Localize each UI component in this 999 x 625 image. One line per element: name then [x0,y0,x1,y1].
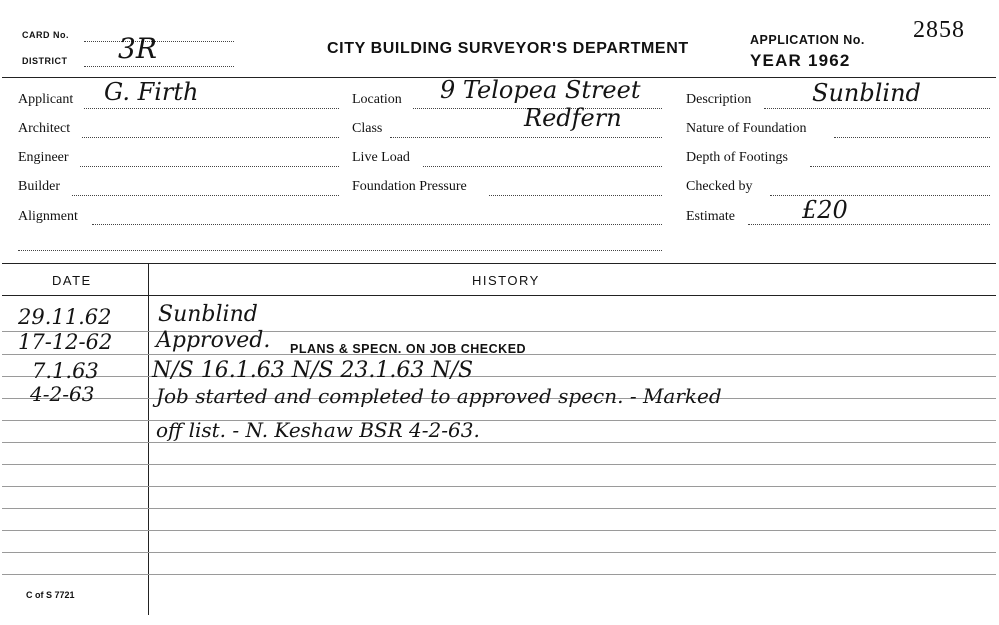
history-date: 7.1.63 [32,359,99,383]
description-value: Sunblind [812,79,921,107]
ruled-line [2,486,996,487]
ruled-line [2,508,996,509]
year-label: YEAR 1962 [750,51,851,70]
class-label: Class [352,121,383,136]
foundation-pressure-label: Foundation Pressure [352,179,467,194]
date-column-divider [148,263,149,615]
location-value-line2: Redfern [524,104,622,132]
date-column-header: DATE [52,273,92,288]
card-no-label: CARD No. [22,30,69,40]
applicant-value: G. Firth [104,78,199,106]
live-load-label: Live Load [352,150,410,165]
description-label: Description [686,92,752,107]
table-top-border [2,263,996,264]
depth-of-footings-line [810,166,990,167]
nature-of-foundation-line [834,137,990,138]
ruled-line [2,530,996,531]
history-date: 17-12-62 [18,330,113,354]
checked-by-label: Checked by [686,179,753,194]
location-value: 9 Telopea Street [440,76,641,104]
history-text: Sunblind [158,302,258,327]
ruled-line [2,331,996,332]
architect-line [82,137,339,138]
builder-line [72,195,339,196]
applicant-label: Applicant [18,92,74,107]
district-line [84,66,234,67]
district-value: 3R [118,32,157,65]
architect-label: Architect [18,121,71,136]
live-load-line [423,166,662,167]
history-date: 4-2-63 [30,382,95,406]
application-no-label: APPLICATION No. [750,33,865,47]
form-code: C of S 7721 [26,590,75,600]
department-title: CITY BUILDING SURVEYOR'S DEPARTMENT [327,40,689,57]
ruled-line [2,420,996,421]
history-text: Job started and completed to approved specn. - Marked [156,384,722,408]
card-no-line [84,41,234,42]
application-number: 2858 [913,17,965,43]
history-date: 29.11.62 [18,305,112,329]
nature-of-foundation-label: Nature of Foundation [686,121,807,136]
ruled-line [2,464,996,465]
history-typed-note: PLANS & SPECN. ON JOB CHECKED [290,342,527,356]
extra-line [18,250,662,251]
location-label: Location [352,92,402,107]
alignment-label: Alignment [18,209,78,224]
history-column-header: HISTORY [472,273,540,288]
table-header-divider [2,295,996,296]
engineer-line [80,166,339,167]
depth-of-footings-label: Depth of Footings [686,150,788,165]
estimate-line [748,224,990,225]
description-line [764,108,990,109]
class-line [390,137,662,138]
builder-label: Builder [18,179,60,194]
ruled-line [2,552,996,553]
estimate-label: Estimate [686,209,735,224]
history-text: N/S 16.1.63 N/S 23.1.63 N/S [152,358,474,383]
ruled-line [2,442,996,443]
foundation-pressure-line [489,195,662,196]
estimate-value: £20 [802,196,848,224]
alignment-line [92,224,662,225]
engineer-label: Engineer [18,150,69,165]
ruled-line [2,574,996,575]
history-text: off list. - N. Keshaw BSR 4-2-63. [156,418,480,442]
history-text: Approved. [156,328,271,353]
applicant-line [84,108,339,109]
district-label: DISTRICT [22,56,68,66]
